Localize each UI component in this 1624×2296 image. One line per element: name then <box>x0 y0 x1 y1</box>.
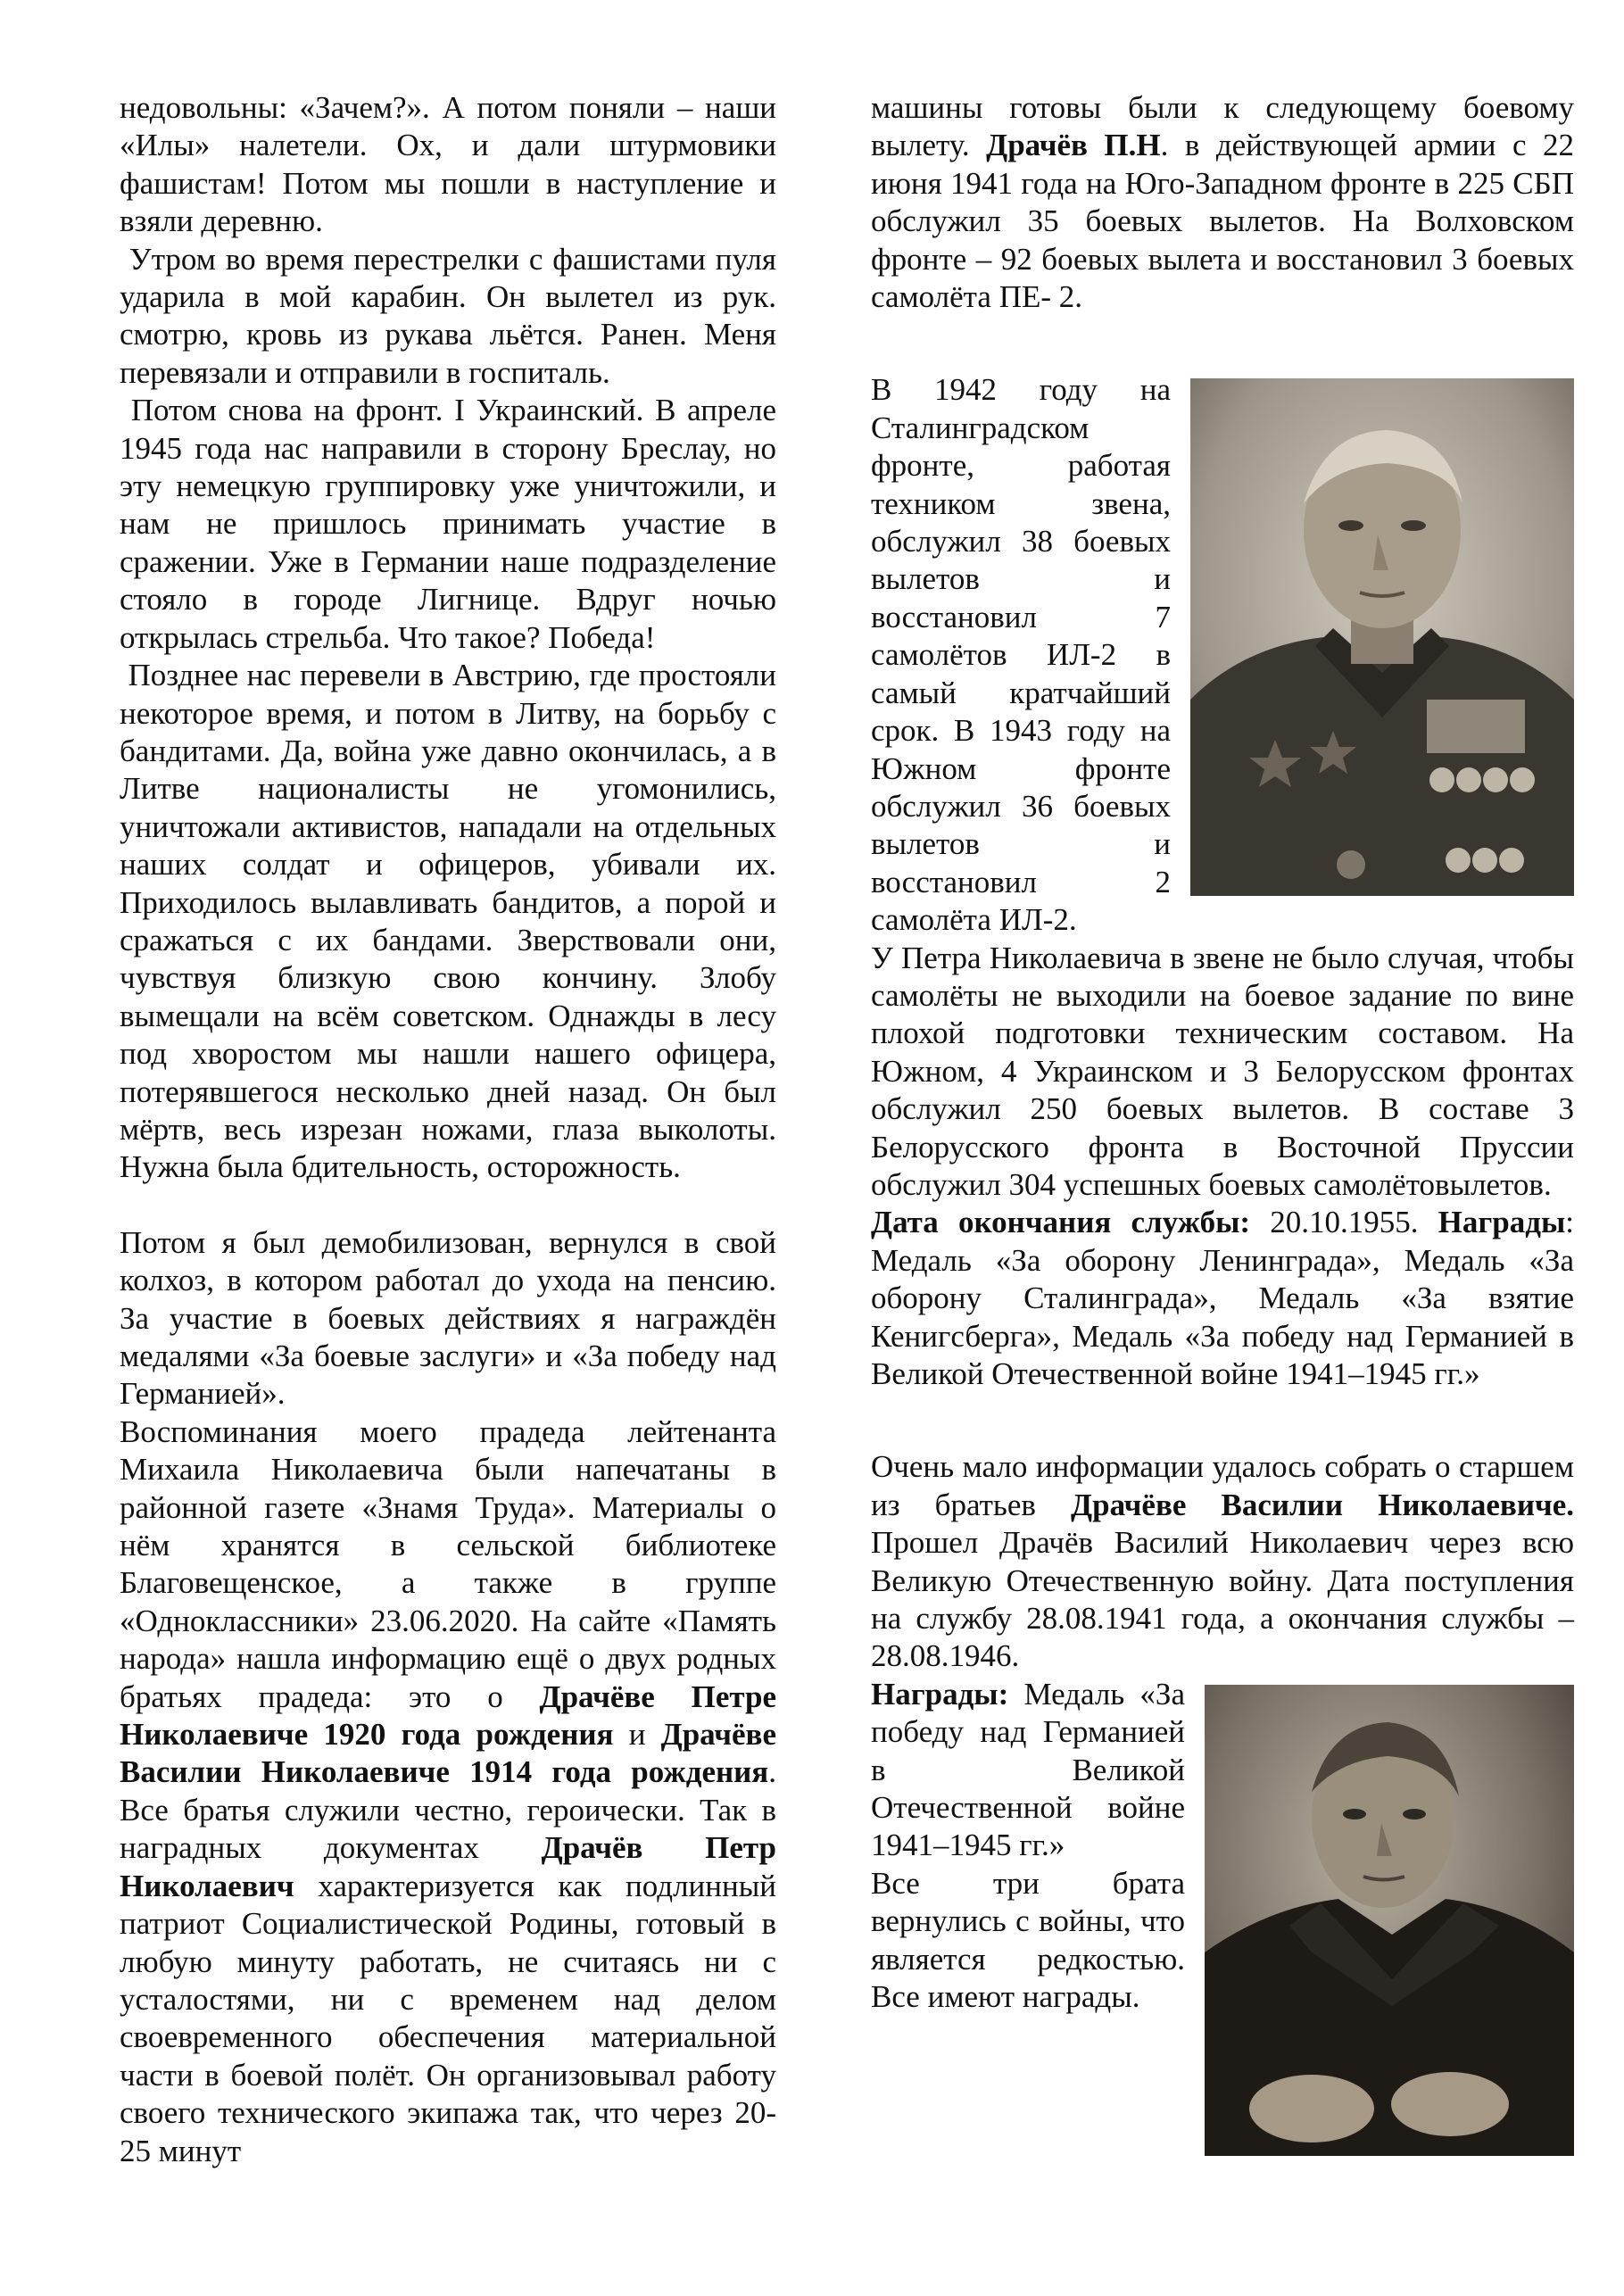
paragraph <box>120 657 776 1187</box>
paragraph: Все три брата вернулись с войны, что является редкостью. Все имеют награды. <box>871 1865 1185 2015</box>
portrait-photo-vasily-image <box>1205 1685 1574 2156</box>
portrait-photo-vasily <box>1205 1685 1574 2156</box>
bold-name: Драчёве Петре Николаевиче 1920 года рождения <box>120 1678 776 1753</box>
paragraph: недовольны: «Зачем?». А потом поняли – наши «Илы» налетели. Ох, и дали штурмовики фашистам! Потом мы пошли в наступление и взяли деревню. <box>120 90 776 239</box>
bold-name: Драчёв Петр Николаевич <box>120 1830 776 1903</box>
paragraph-text: . в действующей армии с 22 июня 1941 года на Юго-Западном фронте в 225 СБП обслужил 35 боевых вылетов. На Волховском фронте – 92 боевых вылета и восстановил 3 боевых самолёта ПЕ- 2. <box>871 128 1574 315</box>
paragraph-text: и <box>613 1717 661 1753</box>
left-column <box>120 89 776 2170</box>
bold-label: Награды <box>1438 1205 1566 1240</box>
paragraph <box>871 1204 1574 1393</box>
paragraph-text: Потом снова на фронт. I Украинский. В апреле 1945 года нас направили в сторону Бреслау, но эту немецкую группировку уже уничтожили, и нам не пришлось принимать участие в сражении. Уже в Германии наше подразделение стояло в городе Лигнице. Вдруг ночью открылась стрельба. Что такое? Победа! <box>120 393 776 655</box>
paragraph: В 1942 году на Сталинградском фронте, работая техником звена, обслужил 38 боевых вылетов и восстановил 7 самолётов ИЛ-2 в самый кратчайший срок. В 1943 году на Южном фронте обслужил 36 боевых вылетов и восстановил 2 самолёта ИЛ-2. <box>871 372 1171 938</box>
paragraph-text: Утром во время перестрелки с фашистами пуля ударила в мой карабин. Он вылетел из рук. смотрю, кровь из рукава льётся. Ранен. Меня перевязали и отправили в госпиталь. <box>120 241 776 390</box>
bold-label: Дата окончания службы: <box>871 1205 1251 1240</box>
photo-block-petr <box>871 371 1574 939</box>
paragraph-text: Прошел Драчёв Василий Николаевич через всю Великую Отечественную войну. Дата поступления на службу 28.08.1941 года, а окончания службы – 28.08.1946. <box>871 1525 1574 1674</box>
paragraph-text: . Все братья служили честно, героически. Так в наградных документах <box>120 1754 776 1866</box>
photo-block-vasily <box>871 1448 1574 1675</box>
paragraph-text: 20.10.1955. <box>1250 1205 1438 1240</box>
paragraph-text: Воспоминания моего прадеда лейтенанта Михаила Николаевича были напечатаны в районной газете «Знамя Труда». Материалы о нём хранятся в сельской библиотеке Благовещенское, а также в группе «Одноклассники» 23.06.2020. На сайте «Память народа» нашла информацию ещё о двух родных братьях прадеда: это о <box>120 1413 776 1714</box>
paragraph-text: машины готовы были к следующему боевому вылету. <box>871 90 1574 163</box>
portrait-photo-petr-image <box>1190 378 1574 896</box>
paragraph <box>120 1413 776 2170</box>
paragraph <box>871 89 1574 316</box>
bold-name: Драчёве Василии Николаевиче. <box>1071 1487 1575 1522</box>
photo-text-block <box>871 1676 1574 2156</box>
paragraph-text: : Медаль «За оборону Ленинграда», Медаль «За оборону Сталинграда», Медаль «За взятие Кенигсберга», Медаль «За победу над Германией в Великой Отечественной войне 1941–1945 гг.» <box>871 1205 1575 1391</box>
paragraph: Потом я был демобилизован, вернулся в свой колхоз, в котором работал до ухода на пенсию. За участие в боевых действиях я награждён медалями «За боевые заслуги» и «За победу над Германией». <box>120 1224 776 1412</box>
bold-name: Драчёве Василии Николаевиче 1914 года рождения <box>120 1717 776 1790</box>
paragraph <box>120 392 776 657</box>
paragraph: У Петра Николаевича в звене не было случая, чтобы самолёты не выходили на боевое задание по вине плохой подготовки техническим составом. На Южном, 4 Украинском и 3 Белорусском фронтах обслужил 250 боевых вылетов. В составе 3 Белорусского фронта в Восточной Пруссии обслужил 304 успешных боевых самолётовылетов. <box>871 940 1574 1202</box>
bold-name: Драчёв П.Н <box>986 128 1161 163</box>
paragraph <box>871 1448 1574 1675</box>
paragraph-text: характеризуется как подлинный патриот Социалистической Родины, готовый в любую минуту работать, не считаясь ни с усталостями, ни с временем над делом своевременного обеспечения материальной части в боевой полёт. Он организовывал работу своего технического экипажа так, что через 20-25 минут <box>120 1868 776 2168</box>
paragraph <box>120 241 776 393</box>
portrait-photo-petr <box>1190 378 1574 896</box>
bold-label: Награды: <box>871 1676 1009 1712</box>
right-column <box>871 89 1574 2156</box>
paragraph-text: Медаль «За победу над Германией в Великой Отечественной войне 1941–1945 гг.» <box>871 1676 1185 1863</box>
paragraph-text: Позднее нас перевели в Австрию, где простояли некоторое время, и потом в Литву, на борьбу с бандитами. Да, война уже давно окончилась, а в Литве националисты не угомонились, уничтожали активистов, нападали на отдельных наших солдат и офицеров, убивали их. Приходилось вылавливать бандитов, а порой и сражаться с их бандами. Зверствовали они, чувствуя близкую свою кончину. Злобу вымещали на всём советском. Однажды в лесу под хворостом мы нашли нашего офицера, потерявшегося несколько дней назад. Он был мёртв, весь изрезан ножами, глаза выколоты. Нужна была бдительность, осторожность. <box>120 658 776 1185</box>
paragraph-text: Очень мало информации удалось собрать о старшем из братьев <box>871 1449 1574 1522</box>
